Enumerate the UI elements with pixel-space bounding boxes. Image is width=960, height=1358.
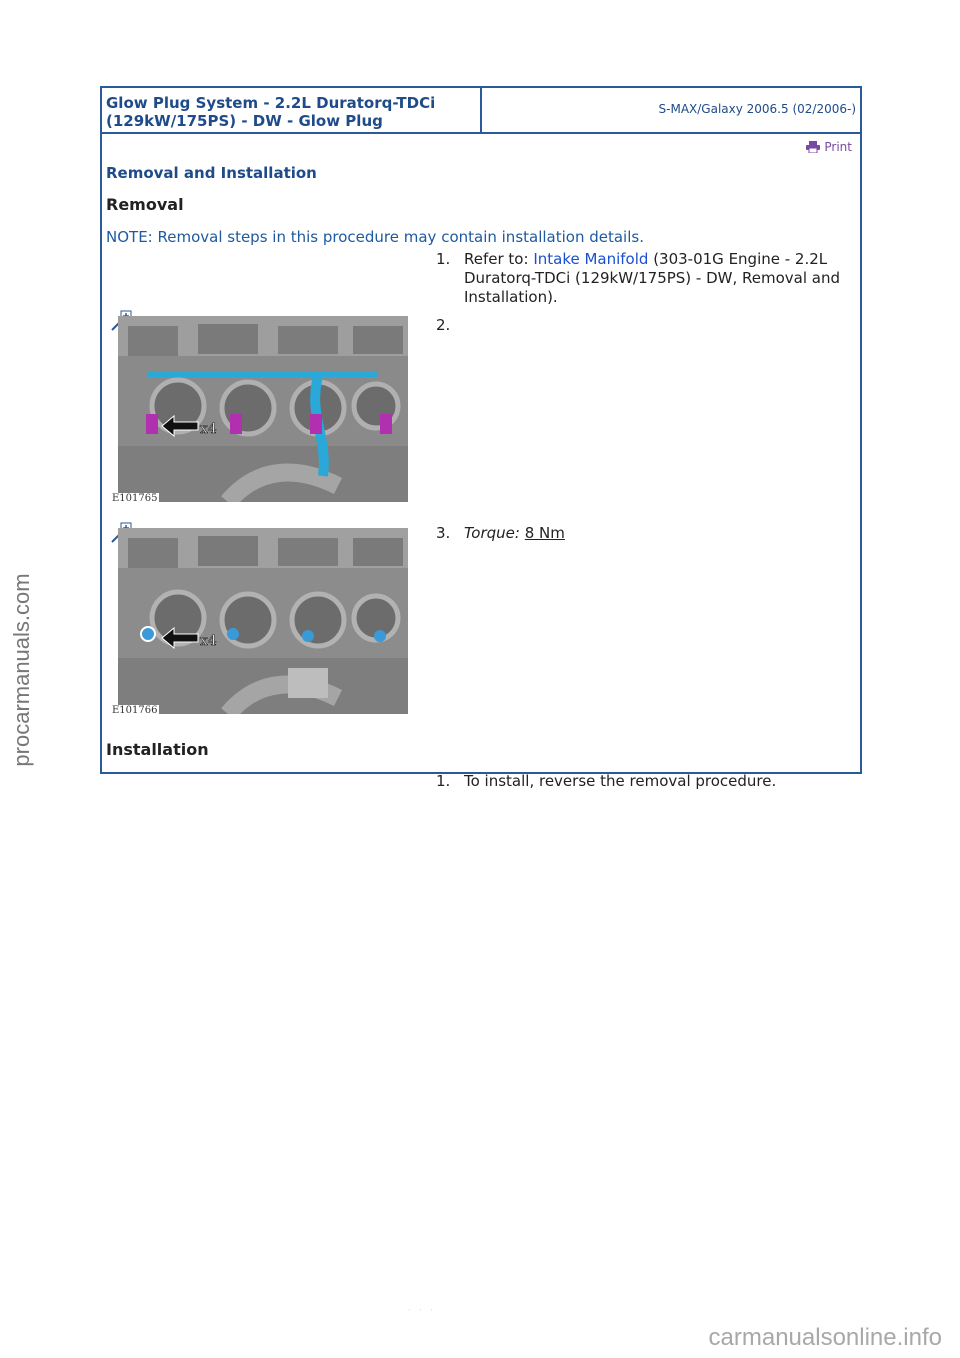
installation-heading: Installation — [106, 740, 209, 759]
header-row — [102, 88, 860, 134]
engine-illustration — [118, 316, 408, 502]
intake-manifold-link[interactable]: Intake Manifold — [533, 250, 649, 268]
header-divider — [480, 88, 482, 132]
removal-note: NOTE: Removal steps in this procedure may contain installation details. — [106, 228, 644, 246]
step-prefix: Refer to: — [464, 250, 534, 268]
footer-watermark: carmanualsonline.info — [708, 1324, 942, 1351]
side-watermark-text: procarmanuals.com — [9, 573, 34, 767]
removal-heading: Removal — [106, 195, 184, 214]
step-text — [464, 524, 854, 543]
step-number: 2. — [436, 316, 451, 334]
page-title: Glow Plug System - 2.2L Duratorq-TDCi (129kW/175PS) - DW - Glow Plug — [106, 94, 436, 130]
engine-photo — [118, 316, 408, 502]
figure-step-3 — [110, 522, 408, 714]
step-number: 1. — [436, 772, 451, 790]
callout-x4: x4 — [200, 633, 217, 649]
step-text — [464, 250, 854, 307]
print-button[interactable] — [806, 140, 852, 154]
printer-icon — [806, 141, 820, 153]
figure-id: E101766 — [112, 705, 158, 716]
vehicle-model: S-MAX/Galaxy 2006.5 (02/2006-) — [658, 102, 856, 116]
page-marks: · · · — [408, 1306, 436, 1315]
torque-value[interactable]: 8 Nm — [524, 524, 565, 542]
step-number: 3. — [436, 524, 451, 542]
torque-label: Torque: — [464, 524, 520, 542]
engine-photo — [118, 528, 408, 714]
side-watermark — [2, 560, 42, 780]
page-frame — [100, 86, 862, 790]
figure-step-2 — [110, 310, 408, 502]
callout-x4: x4 — [200, 421, 217, 437]
step-text: To install, reverse the removal procedure. — [464, 772, 777, 790]
figure-id: E101765 — [112, 493, 158, 504]
step-number: 1. — [436, 250, 451, 268]
print-label: Print — [824, 140, 852, 154]
step-suffix: (303-01G Engine - 2.2L Duratorq-TDCi (129kW/175PS) - DW, Removal and Installation). — [464, 250, 841, 306]
engine-illustration — [118, 528, 408, 714]
section-title: Removal and Installation — [106, 164, 317, 182]
